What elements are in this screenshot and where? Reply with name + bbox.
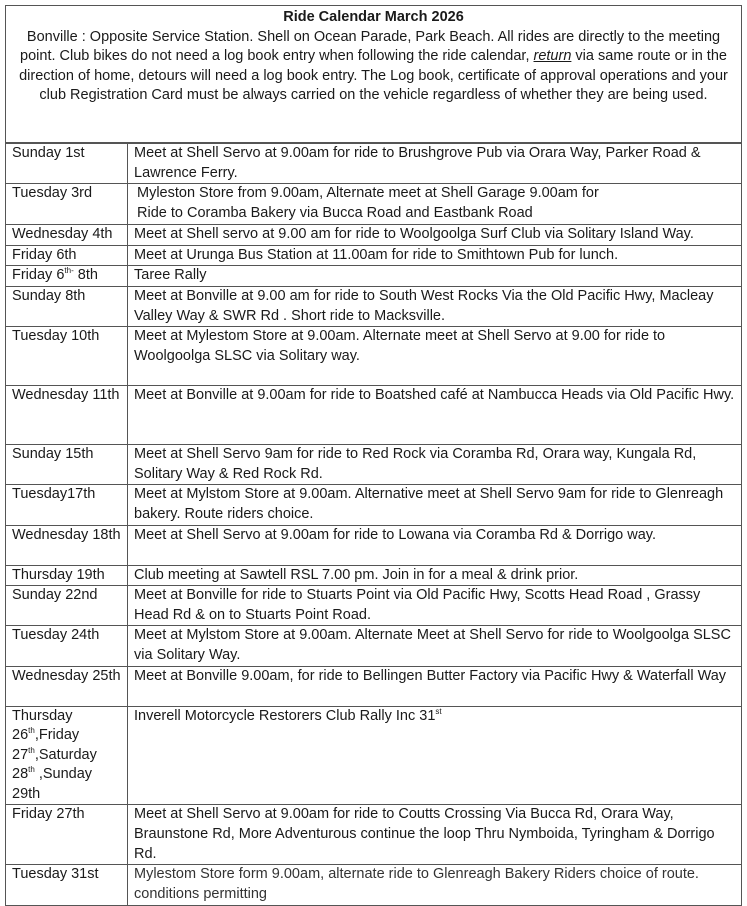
ride-description: Meet at Bonville at 9.00 am for ride to South West Rocks Via the Old Pacific Hwy, Macleay Valley Way & SWR Rd . Short ride to Macksville. (128, 286, 742, 326)
rides-table (5, 143, 742, 906)
ride-description (128, 184, 742, 225)
ride-calendar (5, 5, 742, 906)
ride-description (128, 706, 742, 805)
ride-description: Club meeting at Sawtell RSL 7.00 pm. Join in for a meal & drink prior. (128, 565, 742, 586)
ride-date: Tuesday17th (6, 485, 128, 525)
table-row (6, 445, 742, 485)
ride-description: Meet at Shell Servo 9am for ride to Red Rock via Coramba Rd, Orara way, Kungala Rd, Solitary Way & Red Rock Rd. (128, 445, 742, 485)
date-ordinal: th (28, 765, 35, 775)
date-text: Thursday 26 (12, 707, 73, 744)
ride-description: Meet at Urunga Bus Station at 11.00am for ride to Smithtown Pub for lunch. (128, 245, 742, 266)
table-row (6, 586, 742, 626)
table-row (6, 626, 742, 666)
calendar-header (5, 5, 742, 143)
description-ordinal: st (435, 706, 442, 716)
ride-description: Meet at Bonville 9.00am, for ride to Bellingen Butter Factory via Pacific Hwy & Waterfall Way (128, 666, 742, 706)
ride-date: Wednesday 25th (6, 666, 128, 706)
ride-date: Sunday 8th (6, 286, 128, 326)
date-ordinal: th (28, 726, 35, 736)
table-row (6, 485, 742, 525)
table-row (6, 865, 742, 905)
ride-date: Tuesday 31st (6, 865, 128, 905)
date-text: ,Sunday 29th (12, 766, 93, 802)
table-row (6, 266, 742, 287)
table-row (6, 805, 742, 865)
ride-date: Wednesday 18th (6, 525, 128, 565)
calendar-title: Ride Calendar March 2026 (283, 9, 464, 25)
ride-date: Sunday 22nd (6, 586, 128, 626)
ride-date: Thursday 19th (6, 565, 128, 586)
ride-date: Wednesday 4th (6, 225, 128, 246)
description-text: Inverell Motorcycle Restorers Club Rally Inc 31 (134, 707, 436, 724)
table-row (6, 225, 742, 246)
table-row (6, 144, 742, 184)
ride-description: Meet at Mylstom Store at 9.00am. Alternate Meet at Shell Servo for ride to Woolgoolga SLSC via Solitary Way. (128, 626, 742, 666)
ride-description: Meet at Bonville for ride to Stuarts Point via Old Pacific Hwy, Scotts Head Road , Grassy Head Rd & on to Stuarts Point Road. (128, 586, 742, 626)
ride-description: Meet at Mylstom Store at 9.00am. Alternative meet at Shell Servo 9am for ride to Glenreagh bakery. Route riders choice. (128, 485, 742, 525)
intro-emphasis: return (533, 48, 572, 65)
ride-description: Meet at Bonville at 9.00am for ride to Boatshed café at Nambucca Heads via Old Pacific Hwy. (128, 386, 742, 445)
ride-description-line: Myleston Store from 9.00am, Alternate meet at Shell Garage 9.00am for (137, 185, 599, 202)
table-row (6, 327, 742, 386)
ride-description: Meet at Mylestom Store at 9.00am. Alternate meet at Shell Servo at 9.00 for ride to Woolgoolga SLSC via Solitary way. (128, 327, 742, 386)
date-text: ,Saturday 28 (12, 746, 97, 783)
ride-date: Sunday 15th (6, 445, 128, 485)
date-text: ,Friday 27 (12, 727, 80, 763)
ride-description: Taree Rally (128, 266, 742, 287)
table-row (6, 245, 742, 266)
date-ordinal: th- (64, 266, 74, 276)
ride-date (6, 706, 128, 805)
ride-date: Sunday 1st (6, 144, 128, 184)
table-row (6, 706, 742, 805)
ride-description: Meet at Shell servo at 9.00 am for ride to Woolgoolga Surf Club via Solitary Island Way. (128, 225, 742, 246)
table-row (6, 666, 742, 706)
date-ordinal: th (28, 745, 35, 755)
calendar-intro (12, 28, 735, 106)
ride-date: Tuesday 10th (6, 327, 128, 386)
table-row (6, 525, 742, 565)
date-text: Friday 6 (12, 267, 65, 284)
table-row (6, 184, 742, 225)
ride-date: Wednesday 11th (6, 386, 128, 445)
ride-description: Meet at Shell Servo at 9.00am for ride to Coutts Crossing Via Bucca Rd, Orara Way, Braunstone Rd, More Adventurous continue the loop Thru Nymboida, Tyringham & Dorrigo Rd. (128, 805, 742, 865)
ride-date: Friday 6th (6, 245, 128, 266)
date-text: 8th (73, 267, 98, 284)
table-row (6, 565, 742, 586)
ride-description: Mylestom Store form 9.00am, alternate ride to Glenreagh Bakery Riders choice of route. conditions permitting (128, 865, 742, 905)
ride-date: Tuesday 24th (6, 626, 128, 666)
table-row (6, 286, 742, 326)
ride-description-line: Ride to Coramba Bakery via Bucca Road and Eastbank Road (137, 204, 533, 221)
ride-date (6, 266, 128, 287)
ride-date: Tuesday 3rd (6, 184, 128, 225)
ride-description: Meet at Shell Servo at 9.00am for ride to Lowana via Coramba Rd & Dorrigo way. (128, 525, 742, 565)
ride-date: Friday 27th (6, 805, 128, 865)
intro-text: Bonville : Opposite Service Station. Shell on Ocean Parade, Park Beach. All rides are directly to the meeting point. Club bikes do not need a log book entry when following the ride calendar, (20, 28, 721, 65)
ride-description: Meet at Shell Servo at 9.00am for ride to Brushgrove Pub via Orara Way, Parker Road & Lawrence Ferry. (128, 144, 742, 184)
table-row (6, 386, 742, 445)
intro-text-end: via same route or in the direction of home, detours will need a log book entry. The Log book, certificate of approval operations and your club Registration Card must be always carried on the vehicle regardless of whether they are being used. (19, 48, 728, 104)
